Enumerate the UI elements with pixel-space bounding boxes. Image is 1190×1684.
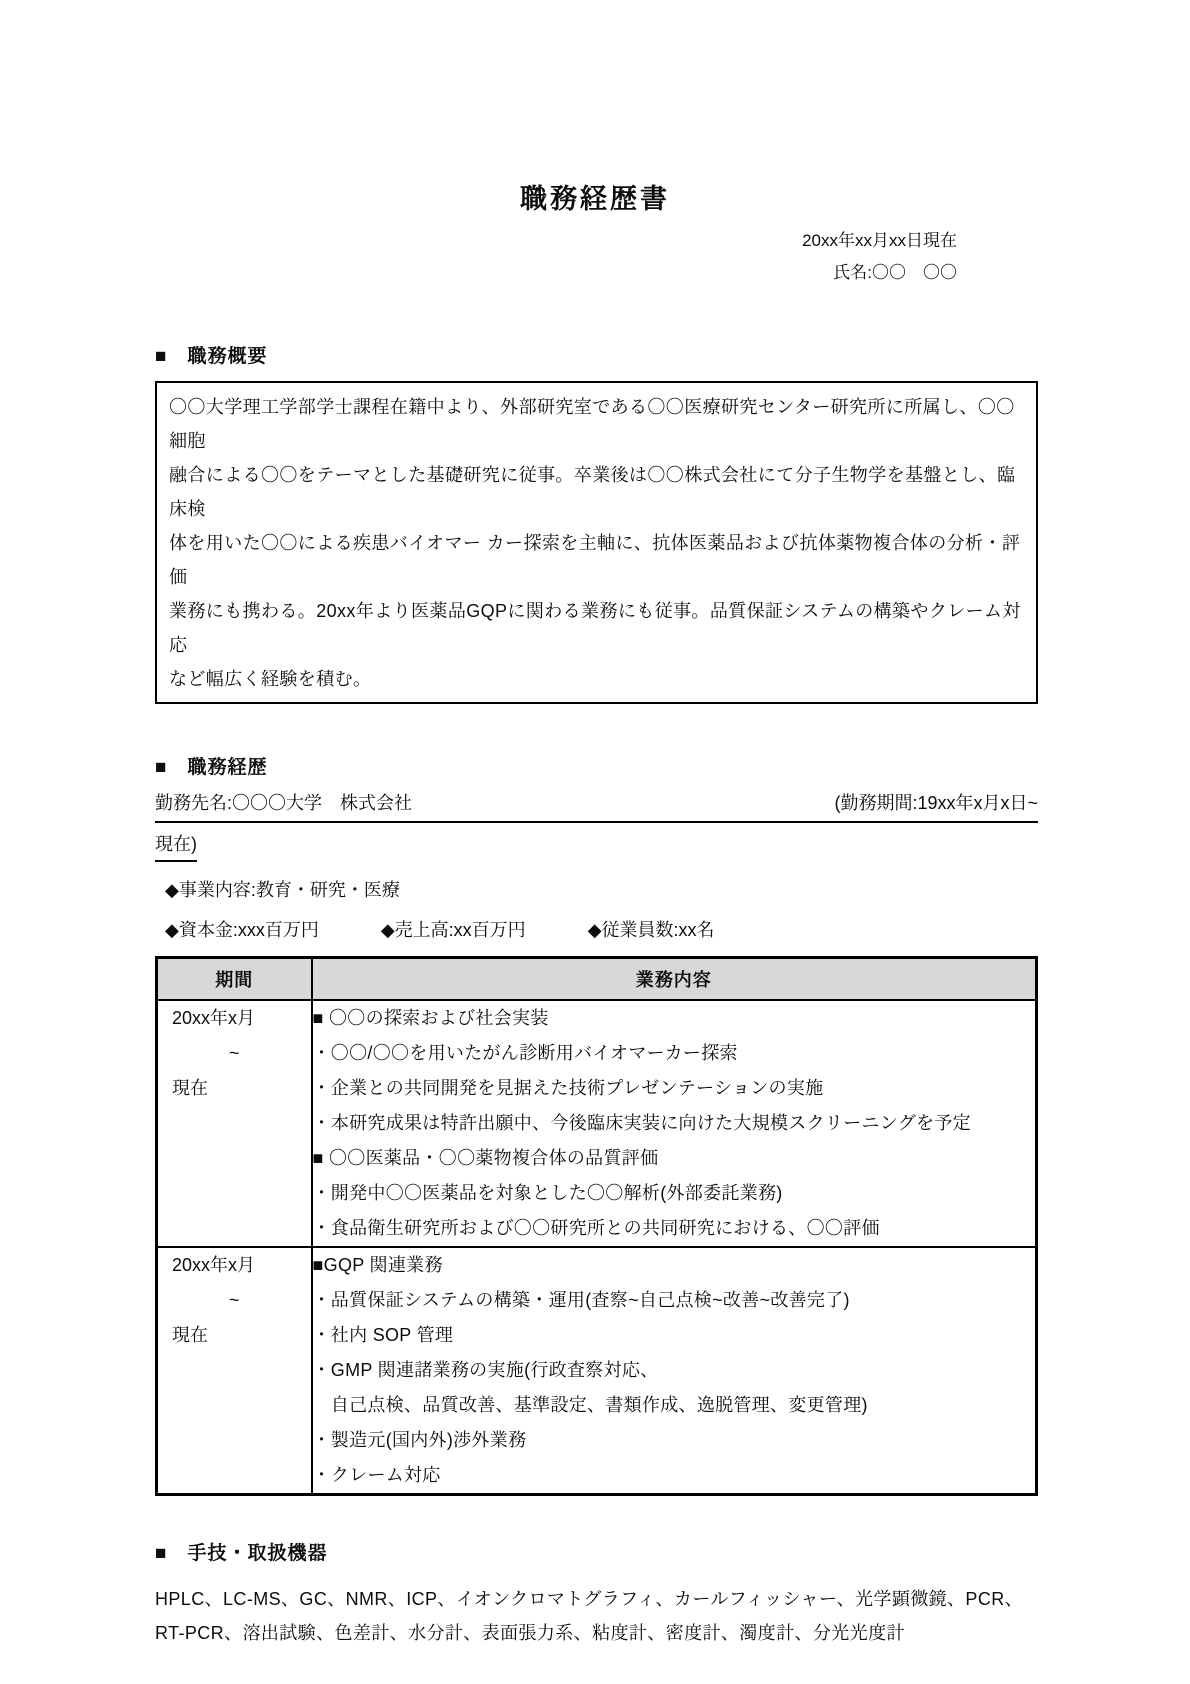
company-facts-row [155, 917, 1038, 943]
duty-line: ・〇〇/〇〇を用いたがん診断用バイオマーカー探索 [312, 1043, 738, 1063]
table-header-row [157, 958, 1037, 1001]
summary-line: 業務にも携わる。20xx年より医薬品GQPに関わる業務にも従事。品質保証システムの構築やクレーム対応 [169, 601, 1021, 655]
duty-line: ■ 〇〇医薬品・〇〇薬物複合体の品質評価 [312, 1148, 659, 1168]
skills-equipment-list: HPLC、LC-MS、GC、NMR、ICP、イオンクロマトグラフィ、カールフィッシャー、光学顕微鏡、PCR、RT-PCR、溶出試験、色差計、水分計、表面張力系、粘度計、密度計、濁度計、分光光度計 [155, 1589, 1024, 1643]
summary-line: 体を用いた〇〇による疾患バイオマー カー探索を主軸に、抗体医薬品および抗体薬物複合体の分析・評価 [169, 533, 1021, 587]
summary-line: など幅広く経験を積む。 [169, 669, 372, 689]
period-cell [157, 1247, 312, 1495]
period-end: 現在 [172, 1325, 208, 1345]
period-tilde: ~ [228, 1043, 240, 1063]
career-history-table [155, 956, 1038, 1496]
period-end: 現在 [172, 1078, 208, 1098]
duties-cell [312, 1247, 1037, 1495]
employer-row [155, 790, 1038, 823]
capital-fact: ◆資本金:xxx百万円 [165, 920, 319, 940]
business-description: ◆事業内容:教育・研究・医療 [165, 880, 400, 900]
period-tilde: ~ [228, 1290, 240, 1310]
column-header-period: 期間 [157, 958, 312, 1001]
current-date-line: 20xx年xx月xx日現在 [802, 231, 957, 250]
duty-line: 自己点検、品質改善、基準設定、書類作成、逸脱管理、変更管理) [312, 1395, 868, 1415]
duty-line: ・品質保証システムの構築・運用(査察~自己点検~改善~改善完了) [312, 1290, 850, 1310]
duty-line: ・GMP 関連諸業務の実施(行政査察対応、 [312, 1360, 659, 1380]
duty-line: ・社内 SOP 管理 [312, 1325, 454, 1345]
duty-line: ・本研究成果は特許出願中、今後臨床実装に向けた大規模スクリーニングを予定 [312, 1113, 971, 1133]
duty-line: ・製造元(国内外)渉外業務 [312, 1430, 527, 1450]
period-start: 20xx年x月 [172, 1008, 256, 1028]
skills-section-heading: ■ 手技・取扱機器 [155, 1543, 328, 1564]
employment-period-continued [155, 831, 1038, 862]
career-section-heading: ■ 職務経歴 [155, 757, 268, 778]
document-title: 職務経歴書 [520, 184, 670, 214]
duty-line: ・クレーム対応 [312, 1465, 441, 1485]
duty-line: ■ 〇〇の探索および社会実装 [312, 1008, 549, 1028]
summary-section-heading: ■ 職務概要 [155, 346, 268, 367]
summary-line: 融合による〇〇をテーマとした基礎研究に従事。卒業後は〇〇株式会社にて分子生物学を基盤とし、臨床検 [169, 465, 1016, 519]
duty-line: ・食品衛生研究所および〇〇研究所との共同研究における、〇〇評価 [312, 1218, 880, 1238]
table-row [157, 1247, 1037, 1495]
summary-line: 〇〇大学理工学部学士課程在籍中より、外部研究室である〇〇医療研究センター研究所に所属し、〇〇細胞 [169, 397, 1015, 451]
period-cell [157, 1000, 312, 1247]
employment-period-end: 現在) [155, 831, 197, 862]
sales-fact: ◆売上高:xx百万円 [380, 920, 526, 940]
employment-period-start: (勤務期間:19xx年x月x日~ [834, 793, 1038, 813]
duty-line: ・開発中〇〇医薬品を対象とした〇〇解析(外部委託業務) [312, 1183, 783, 1203]
column-header-duties: 業務内容 [312, 958, 1037, 1001]
content-area [155, 345, 1038, 1650]
summary-box [155, 381, 1038, 704]
duty-line: ・企業との共同開発を見据えた技術プレゼンテーションの実施 [312, 1078, 824, 1098]
period-start: 20xx年x月 [172, 1255, 256, 1275]
employees-fact: ◆従業員数:xx名 [587, 920, 715, 940]
meta-block [0, 225, 1190, 289]
duties-cell [312, 1000, 1037, 1247]
employer-name: 勤務先名:〇〇〇大学 株式会社 [155, 793, 412, 813]
duty-line: ■GQP 関連業務 [312, 1255, 443, 1275]
table-row [157, 1000, 1037, 1247]
name-line: 氏名:〇〇 〇〇 [833, 263, 957, 282]
